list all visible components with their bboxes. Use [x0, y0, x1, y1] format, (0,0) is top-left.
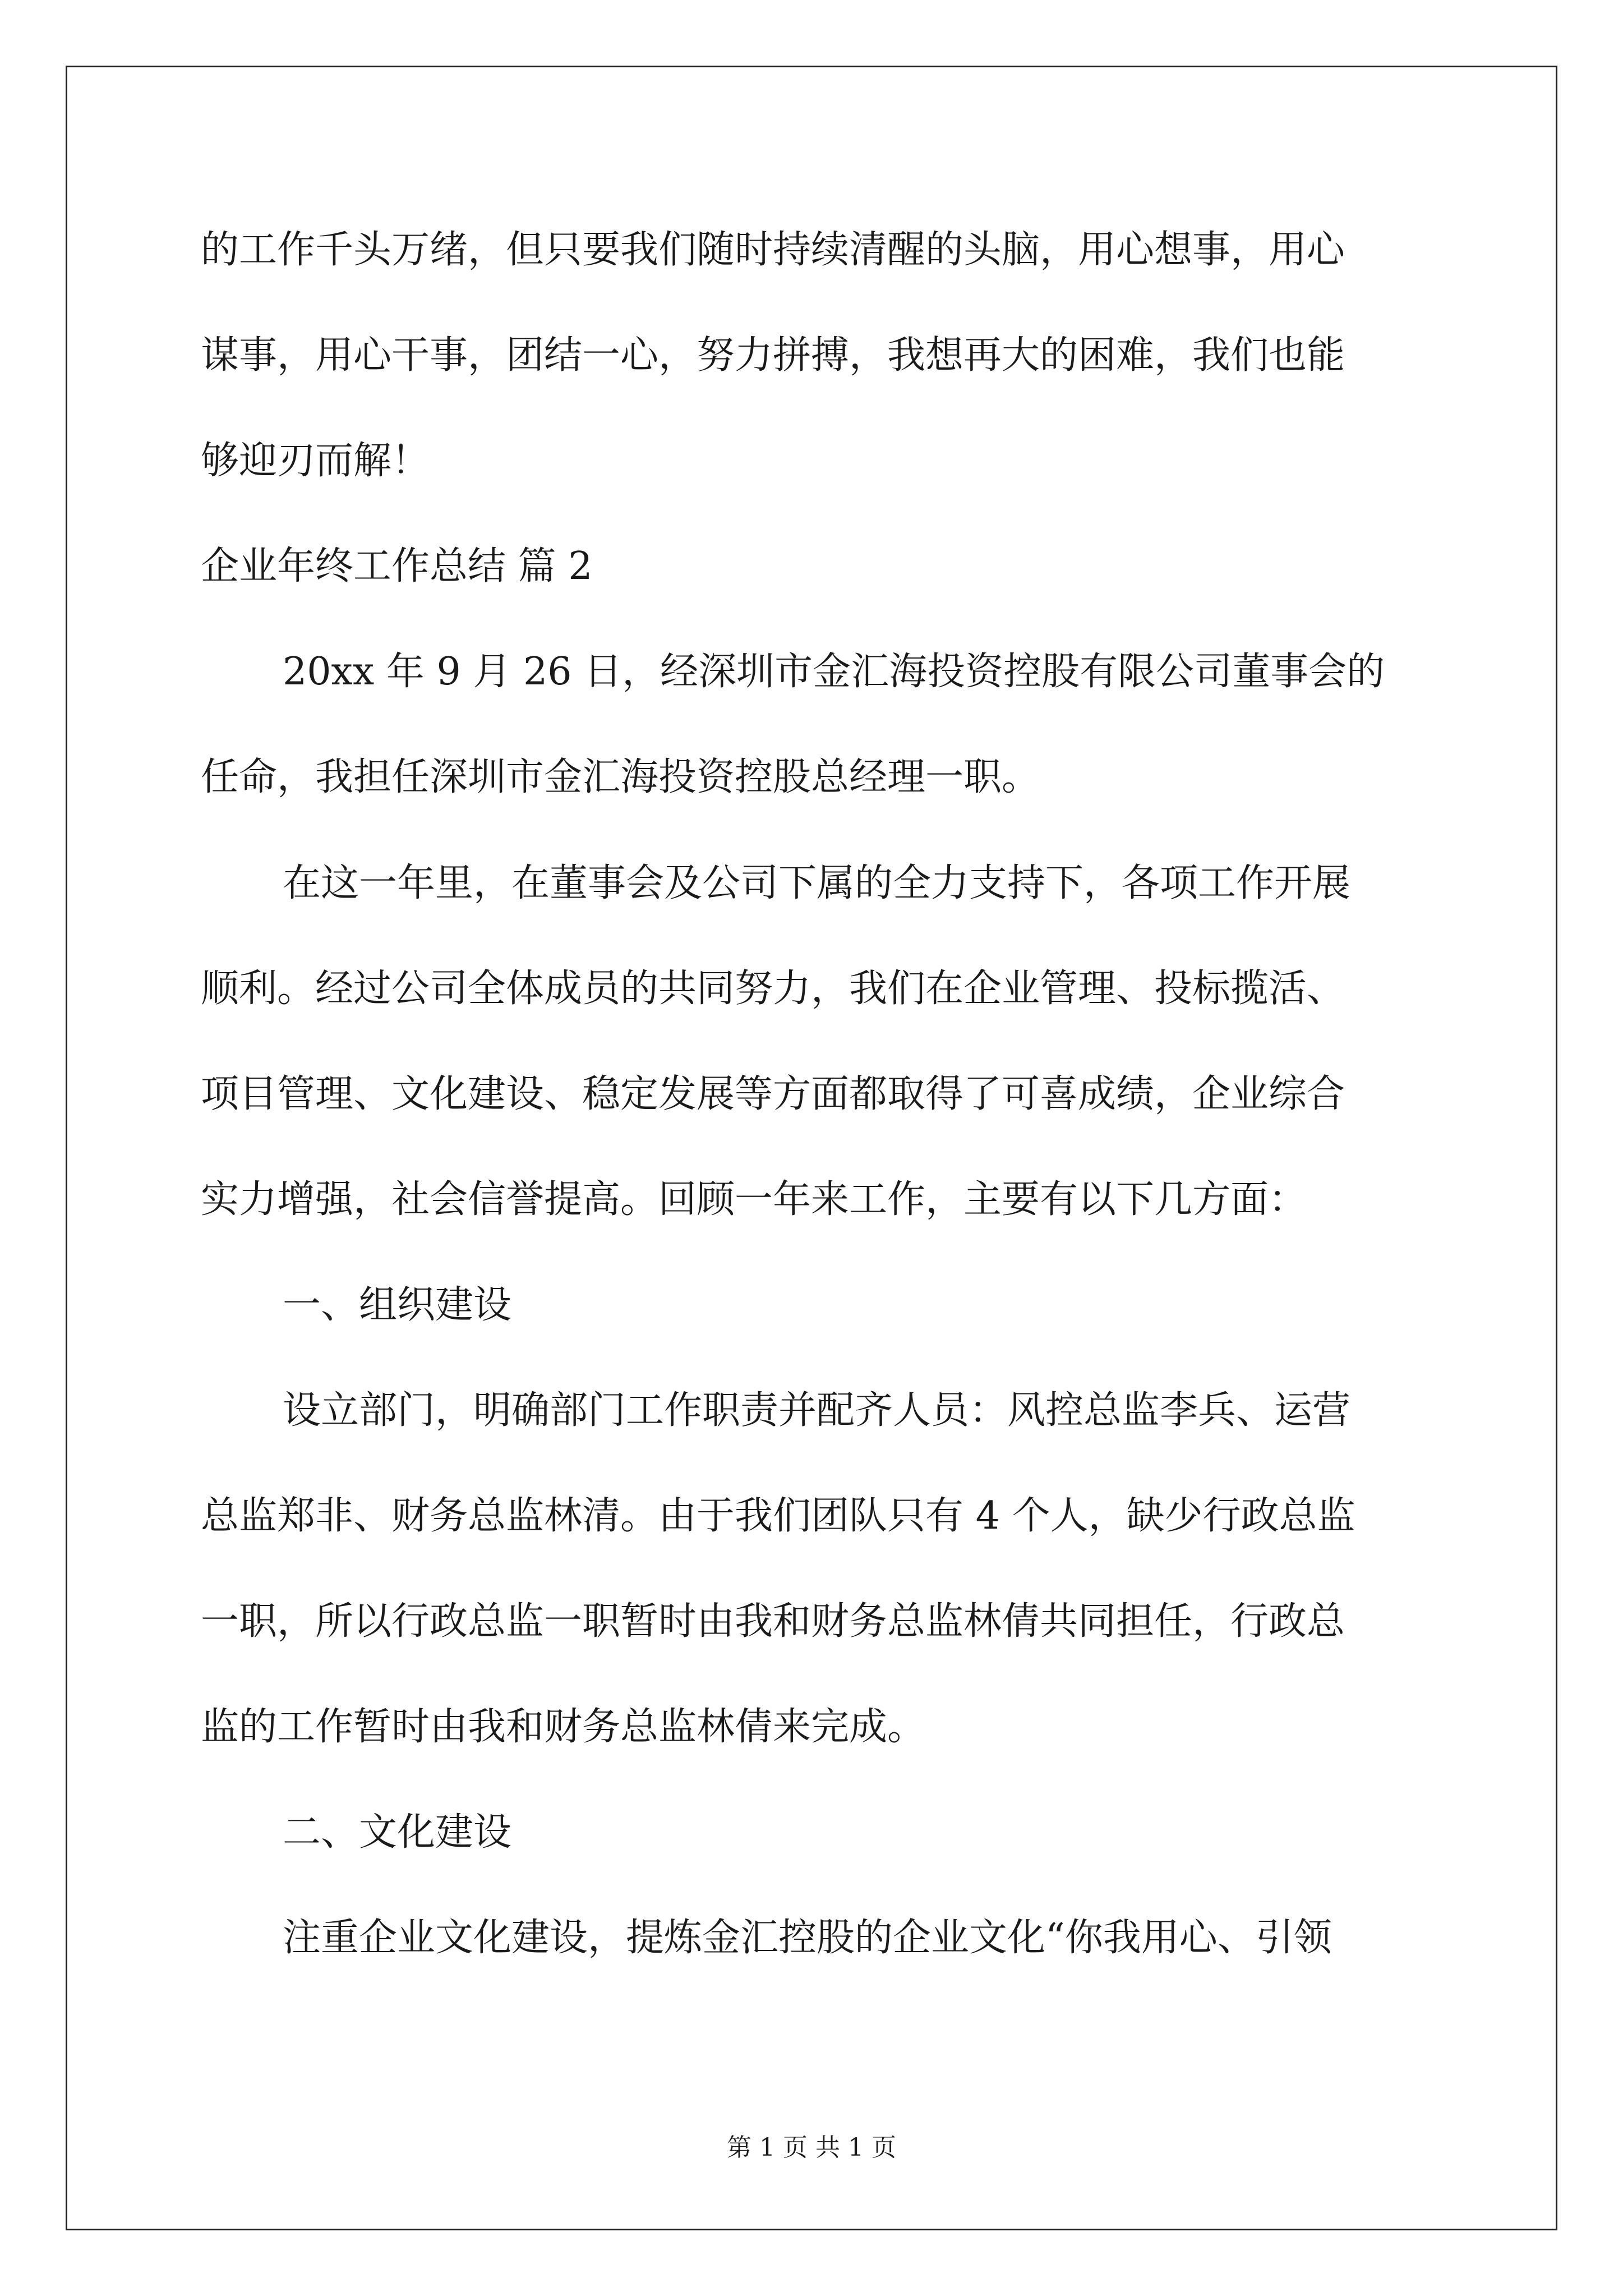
body-text-line: 20xx 年 9 月 26 日，经深圳市金汇海投资控股有限公司董事会的: [283, 650, 1385, 694]
body-text-line: 设立部门，明确部门工作职责并配齐人员：风控总监李兵、运营: [283, 1388, 1351, 1433]
body-text-line: 监的工作暂时由我和财务总监林倩来完成。: [201, 1705, 926, 1749]
subsection-heading: 二、文化建设: [283, 1810, 512, 1855]
page-number-footer: 第 1 页 共 1 页: [727, 2133, 896, 2162]
body-text-line: 在这一年里，在董事会及公司下属的全力支持下，各项工作开展: [283, 861, 1351, 905]
body-text-line: 顺利。经过公司全体成员的共同努力，我们在企业管理、投标揽活、: [201, 967, 1345, 1011]
body-text-line: 实力增强，社会信誉提高。回顾一年来工作，主要有以下几方面：: [201, 1177, 1307, 1222]
section-heading: 企业年终工作总结 篇 2: [201, 544, 593, 588]
body-text-line: 的工作千头万绪，但只要我们随时持续清醒的头脑，用心想事，用心: [201, 228, 1345, 272]
body-text-line: 够迎刃而解！: [201, 439, 430, 483]
subsection-heading: 一、组织建设: [283, 1283, 512, 1327]
body-text-line: 一职，所以行政总监一职暂时由我和财务总监林倩共同担任，行政总: [201, 1599, 1345, 1644]
body-text-line: 项目管理、文化建设、稳定发展等方面都取得了可喜成绩，企业综合: [201, 1072, 1345, 1116]
body-text-line: 注重企业文化建设，提炼金汇控股的企业文化“你我用心、引领: [283, 1916, 1332, 1960]
body-text-line: 谋事，用心干事，团结一心，努力拼搏，我想再大的困难，我们也能: [201, 333, 1345, 378]
body-text-line: 总监郑非、财务总监林清。由于我们团队只有 4 个人，缺少行政总监: [201, 1494, 1355, 1538]
page-border: [66, 66, 1557, 2230]
body-text-line: 任命，我担任深圳市金汇海投资控股总经理一职。: [201, 755, 1040, 799]
